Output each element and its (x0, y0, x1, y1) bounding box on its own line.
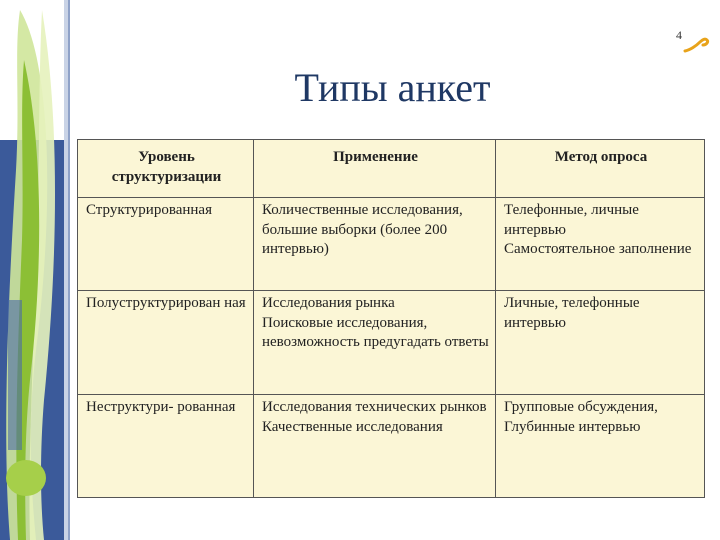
method-line: Групповые обсуждения, Глубинные интервью (504, 399, 658, 435)
application-line: Поисковые исследования, невозможность предугадать ответы (262, 314, 489, 350)
cell-level: Структурированная (78, 198, 254, 291)
header-survey-method: Метод опроса (496, 140, 705, 198)
slide-number: 4 (676, 28, 682, 42)
header-application: Применение (254, 140, 496, 198)
method-line: Личные, телефонные интервью (504, 295, 640, 331)
cell-method (496, 198, 705, 291)
survey-types-table (77, 139, 705, 498)
table-row (78, 395, 705, 498)
application-line: Количественные исследования, большие выборки (более 200 интервью) (262, 202, 463, 257)
table-header-row (78, 140, 705, 198)
slide-title: Типы анкет (294, 65, 491, 110)
cell-application (254, 291, 496, 395)
cell-application (254, 198, 496, 291)
cell-method (496, 395, 705, 498)
table-row (78, 291, 705, 395)
application-line: Исследования рынка (262, 295, 395, 311)
curl-icon (682, 36, 710, 54)
cell-level: Полуструктурирован ная (78, 291, 254, 395)
method-line: Телефонные, личные интервью (504, 202, 639, 238)
method-line: Самостоятельное заполнение (504, 241, 692, 257)
table-row (78, 198, 705, 291)
header-structure-level: Уровень структуризации (78, 140, 254, 198)
cell-application (254, 395, 496, 498)
application-line: Качественные исследования (262, 418, 443, 435)
cell-level: Неструктури- рованная (78, 395, 254, 498)
application-line: Исследования технических рынков (262, 399, 487, 415)
cell-method (496, 291, 705, 395)
